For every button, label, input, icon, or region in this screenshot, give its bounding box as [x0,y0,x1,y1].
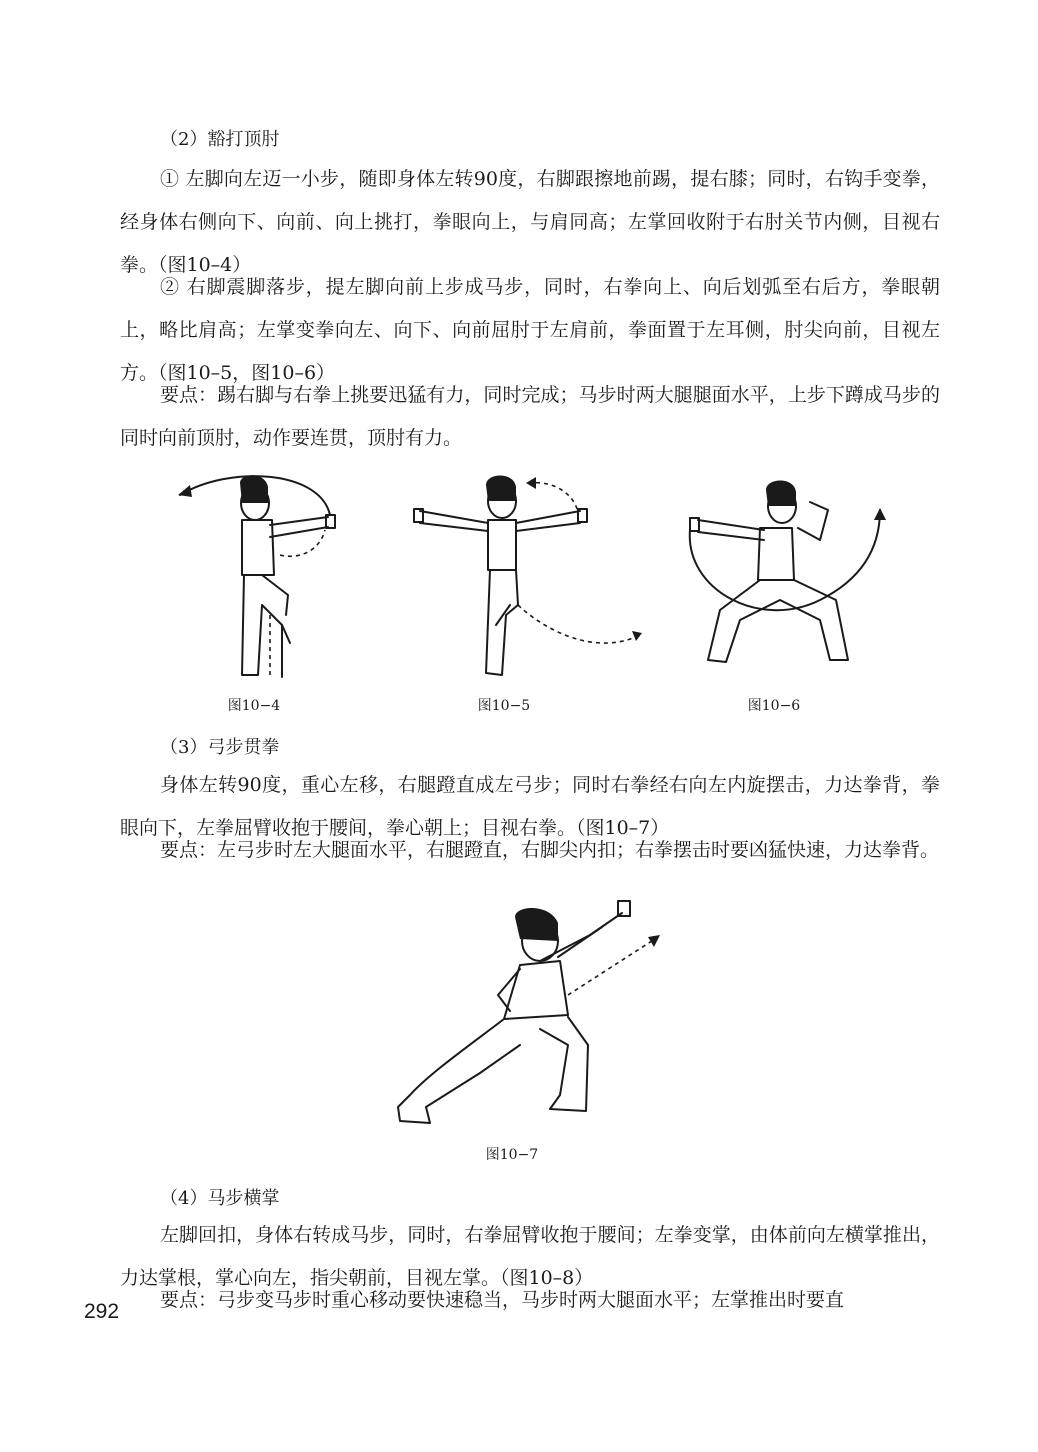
figure-10-7-caption: 图10−7 [485,1147,539,1163]
section-3-heading: （3）弓步贯拳 [160,737,280,758]
section-4-key-points: 要点：弓步变马步时重心移动要快速稳当，马步时两大腿面水平；左掌推出时要直 [160,1289,845,1311]
figure-10-6-illustration [680,470,900,690]
figure-10-4-caption: 图10−4 [227,698,281,714]
section-4-heading: （4）马步横掌 [160,1188,280,1209]
section-2-heading: （2）豁打顶肘 [160,129,280,150]
figure-10-5-illustration [410,465,650,685]
figure-10-7-illustration [390,895,670,1140]
figure-10-5-caption: 图10−5 [477,698,531,714]
section-3-body: 身体左转90度，重心左移，右腿蹬直成左弓步；同时右拳经右向左内旋摆击，力达拳背，拳眼向下，左拳屈臂收抱于腰间，拳心朝上；目视右拳。（图10–7） [120,774,940,839]
figure-10-6-caption: 图10−6 [747,698,801,714]
section-2-step-2: ② 右脚震脚落步，提左脚向前上步成马步，同时，右拳向上、向后划弧至右后方，拳眼朝上，略比肩高；左掌变拳向左、向下、向前屈肘于左肩前，拳面置于左耳侧，肘尖向前，目视左方。（图10–5，图10–6） [120,276,940,384]
section-2-key-points: 要点：踢右脚与右拳上挑要迅猛有力，同时完成；马步时两大腿腿面水平，上步下蹲成马步的同时向前顶肘，动作要连贯，顶肘有力。 [120,384,940,449]
section-3-key-points: 要点：左弓步时左大腿面水平，右腿蹬直，右脚尖内扣；右拳摆击时要凶猛快速，力达拳背。 [160,839,940,861]
section-4-body: 左脚回扣，身体右转成马步，同时，右拳屈臂收抱于腰间；左拳变掌，由体前向左横掌推出，力达掌根，掌心向左，指尖朝前，目视左掌。（图10–8） [120,1224,940,1289]
figure-10-4-illustration [170,465,350,685]
section-2-step-1: ① 左脚向左迈一小步，随即身体左转90度，右脚跟擦地前踢，提右膝；同时，右钩手变拳，经身体右侧向下、向前、向上挑打，拳眼向上，与肩同高；左掌回收附于右肘关节内侧，目视右拳。（图10–4） [120,168,940,276]
page-number: 292 [84,1300,120,1323]
